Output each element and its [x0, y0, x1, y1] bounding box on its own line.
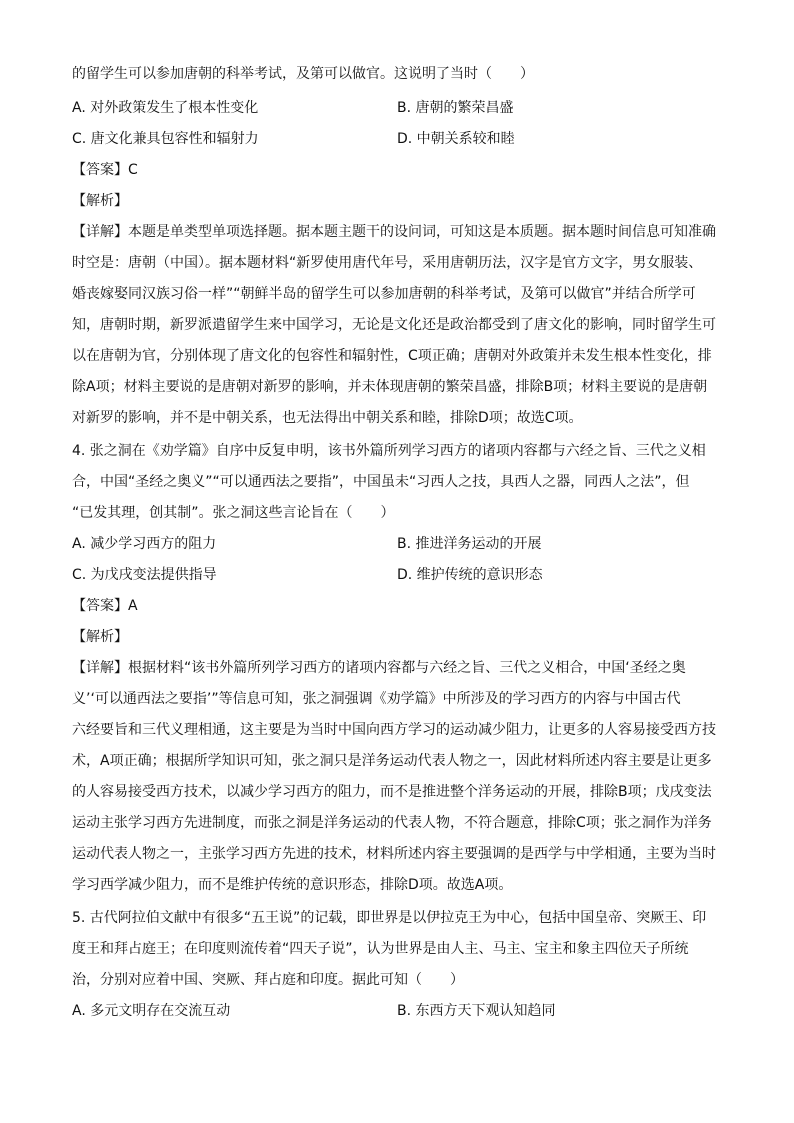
q3-option-c: C. 唐文化兼具包容性和辐射力 [72, 131, 259, 147]
q3-detail-line: 以在唐朝为官，分别体现了唐文化的包容性和辐射性，C项正确；唐朝对外政策并未发生根本性变化，排 [72, 348, 712, 364]
q4-option-c: C. 为戊戌变法提供指导 [72, 567, 217, 583]
q3-detail-line: 婚丧嫁娶同汉族习俗一样”“朝鲜半岛的留学生可以参加唐朝的科举考试，及第可以做官”并结合所学可 [72, 286, 696, 302]
q4-stem-line: 合，中国“圣经之奥义”“可以通西法之要指”，中国虽未“习西人之技，具西人之器，同西人之法”，但 [72, 474, 690, 490]
q5-stem-line: 度王和拜占庭王；在印度则流传着“四天子说”，认为世界是由人主、马主、宝主和象主四位天子所统 [72, 941, 689, 957]
q4-option-a: A. 减少学习西方的阻力 [72, 536, 217, 552]
q4-detail-line: 六经要旨和三代义理相通，这主要是为当时中国向西方学习的运动减少阻力，让更多的人容易接受西方技 [72, 722, 716, 738]
q4-detail-line: 的人容易接受西方技术，以减少学习西方的阻力，而不是推进整个洋务运动的开展，排除B项；戊戌变法 [72, 784, 712, 800]
q3-option-d: D. 中朝关系较和睦 [397, 131, 515, 147]
q3-stem-tail: 的留学生可以参加唐朝的科举考试，及第可以做官。这说明了当时（ ） [72, 66, 534, 82]
q4-detail-line: 运动主张学习西方先进制度，而张之洞是洋务运动的代表人物，不符合题意，排除C项；张之洞作为洋务 [72, 815, 712, 831]
q3-detail-line: 除A项；材料主要说的是唐朝对新罗的影响，并未体现唐朝的繁荣昌盛，排除B项；材料主要说的是唐朝 [72, 379, 708, 395]
q3-detail-line: 【详解】本题是单类型单项选择题。据本题主题干的设问词，可知这是本质题。据本题时间信息可知准确 [72, 224, 716, 240]
q3-detail-line: 时空是：唐朝（中国）。据本题材料“新罗使用唐代年号，采用唐朝历法，汉字是官方文字，男女服装、 [72, 255, 703, 271]
q5-option-a: A. 多元文明存在交流互动 [72, 1003, 231, 1019]
q4-detail-line: 术，A项正确；根据所学知识可知，张之洞只是洋务运动代表人物之一，因此材料所述内容主要是让更多 [72, 753, 712, 769]
q4-stem-line: 4. 张之洞在《劝学篇》自序中反复申明，该书外篇所列学习西方的诸项内容都与六经之旨、三代之义相 [72, 443, 706, 459]
q4-option-b: B. 推进洋务运动的开展 [397, 536, 542, 552]
q3-detail-line: 对新罗的影响，并不是中朝关系，也无法得出中朝关系和睦，排除D项；故选C项。 [72, 410, 583, 426]
q3-answer: 【答案】C [72, 162, 138, 178]
q4-detail-line: 义’‘可以通西法之要指’”等信息可知，张之洞强调《劝学篇》中所涉及的学习西方的内容与中国古代 [72, 691, 681, 707]
q4-detail-line: 学习西学减少阻力，而不是维护传统的意识形态，排除D项。故选A项。 [72, 877, 513, 893]
q3-detail-line: 知，唐朝时期，新罗派遣留学生来中国学习，无论是文化还是政治都受到了唐文化的影响，同时留学生可 [72, 317, 716, 333]
q4-analysis-label: 【解析】 [72, 629, 128, 645]
q3-option-b: B. 唐朝的繁荣昌盛 [397, 100, 514, 116]
q5-stem-line: 治，分别对应着中国、突厥、拜占庭和印度。据此可知（ ） [72, 972, 464, 988]
q4-answer: 【答案】A [72, 598, 138, 614]
q4-stem-line: “已发其理，创其制”。张之洞这些言论旨在（ ） [72, 505, 395, 521]
q4-option-d: D. 维护传统的意识形态 [397, 567, 543, 583]
q5-option-b: B. 东西方天下观认知趋同 [397, 1003, 556, 1019]
q3-option-a: A. 对外政策发生了根本性变化 [72, 100, 259, 116]
q5-stem-line: 5. 古代阿拉伯文献中有很多“五王说”的记载，即世界是以伊拉克王为中心，包括中国皇帝、突厥王、印 [72, 910, 707, 926]
q4-detail-line: 运动代表人物之一，主张学习西方先进的技术，材料所述内容主要强调的是西学与中学相通，主要为当时 [72, 846, 716, 862]
q4-detail-line: 【详解】根据材料“该书外篇所列学习西方的诸项内容都与六经之旨、三代之义相合，中国‘圣经之奥 [72, 660, 686, 676]
q3-analysis-label: 【解析】 [72, 193, 128, 209]
